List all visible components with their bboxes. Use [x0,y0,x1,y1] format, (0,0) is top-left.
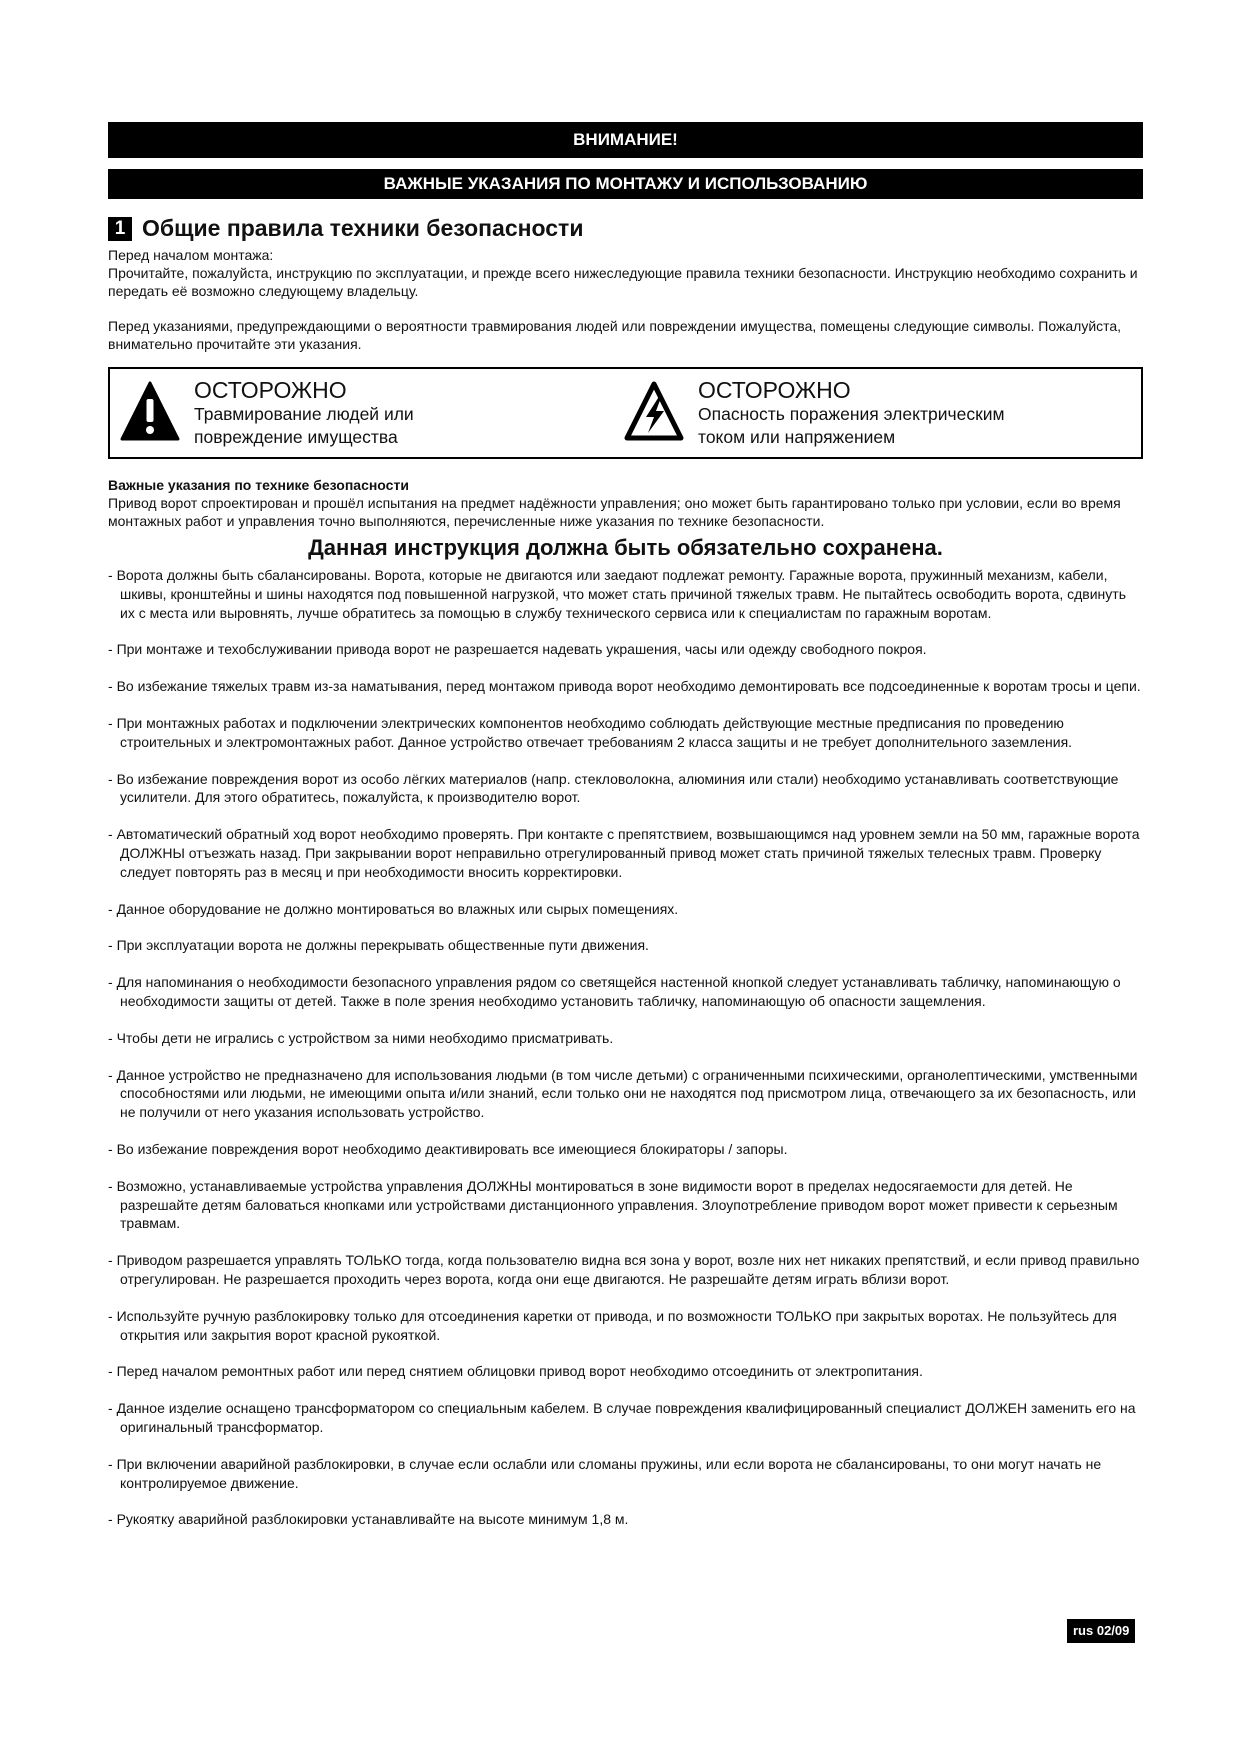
attention-banner: ВНИМАНИЕ! [108,122,1143,158]
intro-symbols: Перед указаниями, предупреждающими о вероятности травмирования людей или повреждении имущества, помещены следующие символы. Пожалуйста, внимательно прочитайте эти указания. [108,318,1122,352]
electric-hazard-icon [624,381,684,443]
intro-read-instructions: Прочитайте, пожалуйста, инструкцию по эксплуатации, и прежде всего нижеследующие правила техники безопасности. Инструкцию необходимо сохранить и передать её возможно следующему владельцу. [108,265,1138,299]
list-item: - При включении аварийной разблокировки, в случае если ослабли или сломаны пружины, или если ворота не сбалансированы, то они могут начать не контролируемое движение. [108,1455,1143,1493]
warning-symbols-box [108,367,1143,459]
list-item: - Данное устройство не предназначено для использования людьми (в том числе детьми) с ограниченными психическими, органолептическими, умственными способностями или людьми, не имеющими опыта и/или знаний, если только они не находятся под присмотром лица, отвечающего за их безопасность, или не получили от него указания использовать устройство. [108,1066,1143,1122]
warning-caution-general: ОСТОРОЖНО Травмирование людей или повреждение имущества [120,377,414,449]
important-banner: ВАЖНЫЕ УКАЗАНИЯ ПО МОНТАЖУ И ИСПОЛЬЗОВАНИЮ [108,169,1143,199]
section-title-text: Общие правила техники безопасности [142,215,584,241]
section-number: 1 [108,217,132,241]
list-item: - При эксплуатации ворота не должны перекрывать общественные пути движения. [108,936,1143,955]
safety-heading: Важные указания по технике безопасности [108,477,409,493]
list-item: - Во избежание тяжелых травм из-за наматывания, перед монтажом привода ворот необходимо демонтировать все подсоединенные к воротам тросы и цепи. [108,677,1143,696]
intro-before-mounting: Перед началом монтажа: [108,247,274,263]
document-page [108,122,1143,1547]
safety-text: Привод ворот спроектирован и прошёл испытания на предмет надёжности управления; оно может быть гарантировано только при условии, если во время монтажных работ и управления точно выполняются, перечисленные ниже указания по технике безопасности. [108,495,1121,529]
warning-caution-electric: ОСТОРОЖНО Опасность поражения электрическим током или напряжением [624,377,1005,449]
list-item: - Рукоятку аварийной разблокировки устанавливайте на высоте минимум 1,8 м. [108,1510,1143,1529]
list-item: - Используйте ручную разблокировку только для отсоединения каретки от привода, и по возможности ТОЛЬКО при закрытых воротах. Не пользуйтесь для открытия или закрытия ворот красной рукояткой. [108,1307,1143,1345]
list-item: - Чтобы дети не игрались с устройством за ними необходимо присматривать. [108,1029,1143,1048]
warning-triangle-icon [120,381,180,443]
list-item: - Для напоминания о необходимости безопасного управления рядом со светящейся настенной кнопкой следует устанавливать табличку, напоминающую о необходимости защиты от детей. Также в поле зрения необходимо установить табличку, напоминающую об опасности защемления. [108,973,1143,1011]
list-item: - Возможно, устанавливаемые устройства управления ДОЛЖНЫ монтироваться в зоне видимости ворот в пределах недосягаемости для детей. Не разрешайте детям баловаться кнопками или устройствами дистанционного управления. Злоупотребление приводом ворот может привести к серьезным травмам. [108,1177,1143,1233]
list-item: - Во избежание повреждения ворот необходимо деактивировать все имеющиеся блокираторы / запоры. [108,1140,1143,1159]
list-item: - Приводом разрешается управлять ТОЛЬКО тогда, когда пользователю видна вся зона у ворот, возле них нет никаких препятствий, и если привод правильно отрегулирован. Не разрешается проходить через ворота, когда они еще двигаются. Не разрешайте детям играть вблизи ворот. [108,1251,1143,1289]
page-number-badge: rus 02/09 [1067,1619,1135,1643]
list-item: - Автоматический обратный ход ворот необходимо проверять. При контакте с препятствием, возвышающимся над уровнем земли на 50 мм, гаражные ворота ДОЛЖНЫ отъезжать назад. При закрывании ворот неправильно отрегулированный привод может стать причиной тяжелых телесных травм. Проверку следует повторять раз в месяц и при необходимости вносить корректировки. [108,825,1143,881]
list-item: - Данное оборудование не должно монтироваться во влажных или сырых помещениях. [108,900,1143,919]
list-item: - При монтаже и техобслуживании привода ворот не разрешается надевать украшения, часы или одежду свободного покроя. [108,640,1143,659]
list-item: - Во избежание повреждения ворот из особо лёгких материалов (напр. стекловолокна, алюминия или стали) необходимо устанавливать соответствующие усилители. Для этого обратитесь, пожалуйста, к производителю ворот. [108,770,1143,808]
section-title [108,215,1143,242]
list-item: - При монтажных работах и подключении электрических компонентов необходимо соблюдать действующие местные предписания по проведению строительных и электромонтажных работ. Данное устройство отвечает требованиям 2 класса защиты и не требует дополнительного заземления. [108,714,1143,752]
list-item: - Перед началом ремонтных работ или перед снятием облицовки привод ворот необходимо отсоединить от электропитания. [108,1362,1143,1381]
list-item: - Данное изделие оснащено трансформатором со специальным кабелем. В случае повреждения квалифицированный специалист ДОЛЖЕН заменить его на оригинальный трансформатор. [108,1399,1143,1437]
list-item: - Ворота должны быть сбалансированы. Ворота, которые не двигаются или заедают подлежат ремонту. Гаражные ворота, пружинный механизм, кабели, шкивы, кронштейны и шины находятся под повышенной нагрузкой, что может стать причиной тяжелых травм. Не пытайтесь освободить ворота, сдвинуть их с места или выровнять, лучше обратитесь за помощью в службу технического сервиса или к специалистам по гаражным воротам. [108,566,1143,622]
safety-list [108,566,1143,1529]
keep-instructions-title: Данная инструкция должна быть обязательно сохранена. [308,535,943,560]
